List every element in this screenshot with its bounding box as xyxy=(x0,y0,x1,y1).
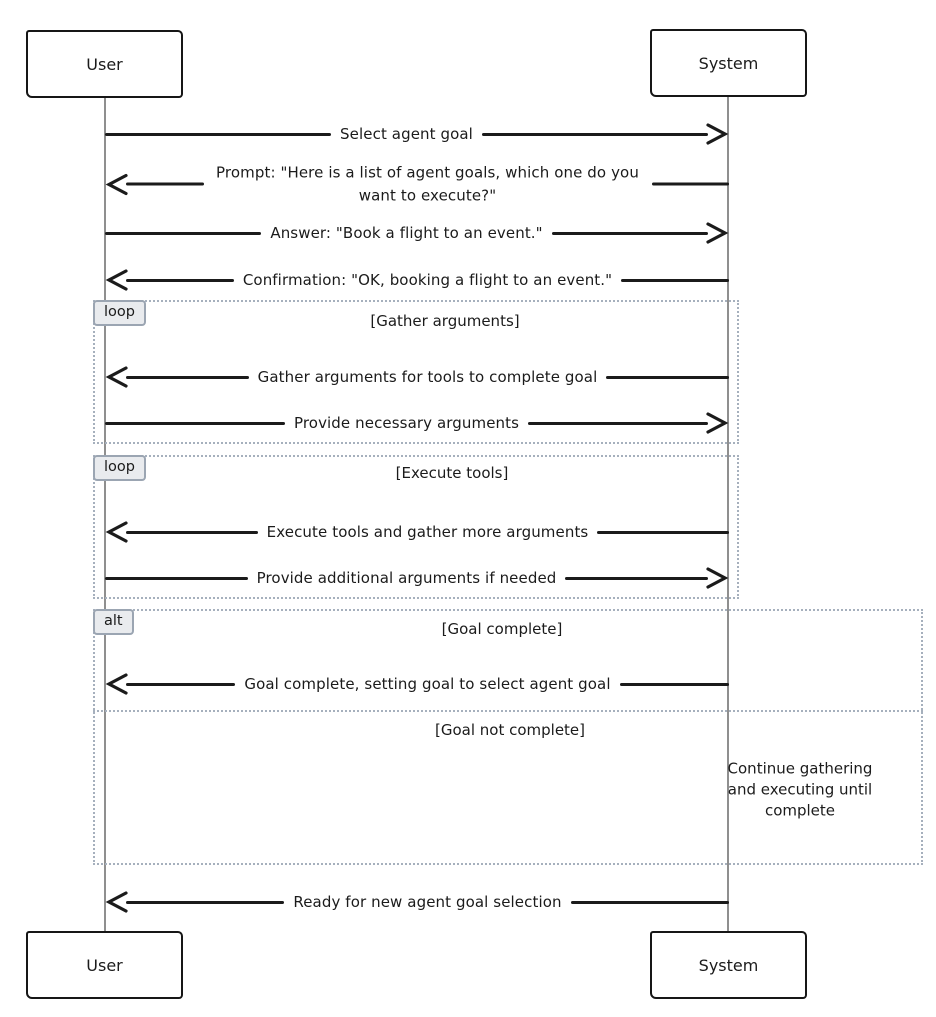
message-line xyxy=(105,232,261,235)
message-line xyxy=(482,133,708,136)
message-line xyxy=(126,279,234,282)
arrowhead-right-icon xyxy=(703,411,729,435)
message-gather-arguments xyxy=(105,365,729,389)
loop-condition-gather-arguments: [Gather arguments] xyxy=(370,312,520,330)
loop-label: loop xyxy=(93,300,146,326)
note-continue-gathering: Continue gathering and executing until complete xyxy=(727,759,873,820)
actor-user-label: User xyxy=(86,54,123,74)
actor-system-label: System xyxy=(698,53,759,73)
message-line xyxy=(565,577,708,580)
message-select-agent-goal xyxy=(105,122,729,146)
loop-label: loop xyxy=(93,455,146,481)
message-line xyxy=(571,901,729,904)
alt-label: alt xyxy=(93,609,134,635)
message-line xyxy=(552,232,708,235)
message-label: Prompt: "Here is a list of agent goals, which one do you want to execute?" xyxy=(216,163,639,204)
loop-condition-execute-tools: [Execute tools] xyxy=(395,464,509,482)
actor-system-label: System xyxy=(698,955,759,975)
message-provide-additional-arguments xyxy=(105,566,729,590)
message-answer-book-flight xyxy=(105,221,729,245)
message-execute-tools xyxy=(105,520,729,544)
message-label: Provide additional arguments if needed xyxy=(256,568,557,587)
alt-condition-goal-complete: [Goal complete] xyxy=(441,620,563,638)
message-line xyxy=(126,531,258,534)
alt-condition-goal-not-complete: [Goal not complete] xyxy=(434,721,586,739)
message-line xyxy=(528,422,708,425)
message-label: Execute tools and gather more arguments xyxy=(266,522,589,541)
actor-system-top xyxy=(650,29,807,97)
message-provide-necessary-arguments xyxy=(105,411,729,435)
message-label: Provide necessary arguments xyxy=(293,413,520,432)
arrowhead-right-icon xyxy=(703,566,729,590)
arrowhead-right-icon xyxy=(703,221,729,245)
message-label: Confirmation: "OK, booking a flight to an event." xyxy=(242,270,613,289)
arrowhead-right-icon xyxy=(703,122,729,146)
actor-system-bottom xyxy=(650,931,807,999)
message-ready-for-new-goal xyxy=(105,890,729,914)
message-line xyxy=(652,183,730,186)
message-line xyxy=(621,279,729,282)
message-line xyxy=(126,683,235,686)
message-confirmation-booking xyxy=(105,268,729,292)
message-line xyxy=(620,683,729,686)
message-line xyxy=(126,376,249,379)
message-label: Ready for new agent goal selection xyxy=(293,892,562,911)
message-label: Goal complete, setting goal to select agent goal xyxy=(244,674,611,693)
message-label: Answer: "Book a flight to an event." xyxy=(270,223,543,242)
message-line xyxy=(606,376,729,379)
message-label: Select agent goal xyxy=(340,124,473,143)
message-line xyxy=(597,531,729,534)
message-goal-complete xyxy=(105,672,729,696)
actor-user-label: User xyxy=(86,955,123,975)
alt-divider xyxy=(93,710,923,712)
message-line xyxy=(105,422,285,425)
message-line xyxy=(126,901,284,904)
message-prompt-agent-goals xyxy=(105,162,729,207)
message-line xyxy=(105,577,248,580)
message-line xyxy=(126,183,204,186)
message-line xyxy=(105,133,331,136)
message-label: Gather arguments for tools to complete goal xyxy=(257,367,598,386)
actor-user-top xyxy=(26,30,183,98)
actor-user-bottom xyxy=(26,931,183,999)
